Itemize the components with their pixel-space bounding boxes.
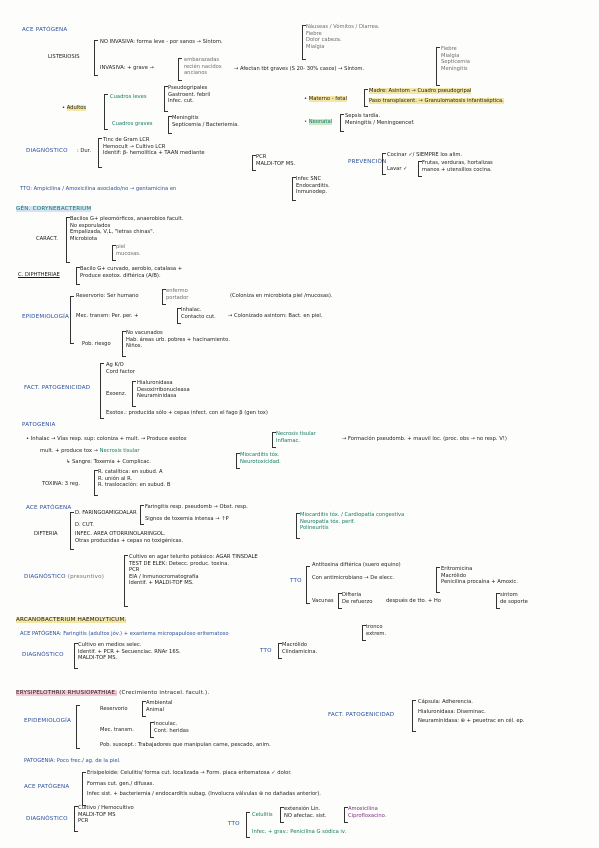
heading-arcanobacterium: ARCANOBACTERIUM HAEMOLYTICUM.: [16, 617, 127, 623]
heading-tto-erysi: TTO: [228, 821, 240, 827]
brace: [100, 363, 104, 419]
list-diagnostico-listeria: Tinc de Gram LCR Hemocult → Cultivo LCR Identif: β- hemolítica + TAAN mediante: [103, 137, 205, 156]
text-tto-listeria: TTO: Ampicilina / Amoxicilina asociado/no → gentamicina en: [20, 186, 177, 192]
text-prev-cocinar: Cocinar ✓/ SIEMPRE los alim.: [387, 152, 463, 158]
brace: [140, 505, 144, 525]
brace: [246, 812, 250, 838]
list-fact-patogenicidad-erysi: Cápsula: Adherencia. Hialuronidasa: Diseminac. Neuraminidasa: ⊕ + peuetrac en cél. ep.: [418, 699, 525, 724]
heading-diagnostico-listeria: DIAGNÓSTICO: [26, 148, 68, 154]
list-pob-riesgo: No vacunados Hab. áreas urb. pobres + hacinamiento. Niños.: [126, 330, 230, 349]
list-difteria-faringoamigdalar: Faringitis resp. pseudomb → Obst. resp. Signos de toxemia intensa → ↑P: [145, 504, 248, 522]
text-d-cut: D. CUT.: [75, 522, 94, 528]
list-diagnostico-arcano: Cultivo en medios selec. Identif. + PCR + Secuenciac. RNAr 16S. MALDI-TOF MS.: [78, 642, 181, 661]
text-patogenia-line1: • Inhalac → Vías resp. sup: coloniza + mult. → Produce exotox: [26, 436, 187, 442]
text-invasiva: INVASIVA: + grave →: [100, 65, 154, 71]
text-afectan: → Afectan tbt graves (S 20- 30% casos) → Síntom.: [234, 66, 365, 72]
heading-epidemiologia-erysi: EPIDEMIOLOGÍA: [24, 718, 72, 724]
text-patogenia-line2: mult. + produce tox → Necrosis tisular: [40, 448, 140, 454]
text-infec-grave: Infec. + grav.: Penicilina G sódica iv.: [252, 829, 347, 835]
heading-corynebacterium: GÉN. CORYNEBACTERIUM: [16, 206, 92, 212]
list-c-diphtheriae: Bacilo G+ curvado, aerobio, catalasa + Produce exotox. diftérica (A/B).: [80, 266, 183, 279]
brace: [76, 705, 80, 749]
list-patogenia-necrosis: Necrosis tisular Inflamac.: [276, 431, 316, 444]
list-sintomas-graves: Fiebre Mialgia Septicemia Meningitis: [441, 46, 470, 72]
text-dx-dur: : Dur.: [77, 148, 91, 154]
heading-epidemiologia-coryne: EPIDEMIOLOGÍA: [22, 314, 70, 320]
text-mec-transm: Mec. transm: Per. per. +: [76, 313, 139, 319]
text-pseudomembrana: → Formación pseudomb. + mauvil loc. (proc. obs → no resp. V!): [342, 436, 507, 442]
list-celulitis-atb: Amoxicilina Ciprofloxacino.: [348, 806, 387, 819]
text-no-invasiva: NO INVASIVA: forma leve - por sanos → Síntom.: [100, 39, 223, 45]
label-exoenz: Exoenz.: [106, 391, 127, 397]
brace: [70, 296, 74, 344]
brace: [124, 555, 128, 607]
label-cuadros-graves: Cuadros graves: [112, 121, 153, 127]
list-tto-arcano: Macrólido Clindamicina.: [282, 642, 318, 655]
list-diagnostico-erysi: Cultivo / Hemocultivo MALDI-TOF MS PCR: [78, 805, 134, 824]
heading-diagnostico-arcano: DIAGNÓSTICO: [22, 652, 64, 658]
list-difteria-otras: INFEC. AREA OTORRINOLARINGOL. Otras producidas + cepas no toxigénicas.: [75, 531, 184, 544]
brace: [98, 138, 102, 168]
brace: [382, 153, 386, 175]
list-mec-transm: Inhalac. Contacto cut.: [181, 307, 216, 320]
list-cuadros-graves: Meningitis Septicemia / Bacteriemia.: [172, 115, 239, 128]
text-vacunas-note: después de tto. + Ho: [386, 598, 441, 604]
text-reservorio-erysi: Reservorio: [100, 706, 128, 712]
label-difteria: DIFTERIA: [34, 531, 58, 537]
list-ace-erysi: Erisipeloide: Celulitis/ forma cut. localizada → Form. placa eritematosa ✓ dolor. Formas cut. gen./ difusas. Infec sist. + bacteriemia / endocarditis subag. (Involucra válvulas ⊕ no dañadas anterior).: [87, 770, 321, 797]
list-tto-antibioticos: Eritromicina Macrólido Penicilina procaína + Amoxic.: [441, 566, 518, 585]
text-antitoxina: Antitoxina diftérica (suero equino): [312, 562, 401, 568]
brace: [94, 40, 98, 76]
list-mec-transm-erysi: Inoculac. Cont. heridas: [154, 721, 189, 734]
label-cuadros-leves: Cuadros leves: [110, 94, 147, 100]
list-prev-lavar: Frutas, verduras, hortalizas manos + utensilios cocina.: [422, 160, 493, 173]
list-celulitis: extensión Lin. NO afectac. sist.: [284, 806, 327, 819]
heading-ace-patogena-listeria: ACE PATÓGENA: [22, 27, 68, 33]
heading-tto-coryne: TTO: [290, 578, 302, 584]
brace: [104, 94, 108, 130]
list-microbiota: piel mucosas.: [116, 244, 141, 257]
brace: [306, 566, 310, 604]
text-colonizado: → Colonizado asintom: Bact. en piel.: [228, 313, 323, 319]
label-neonatal: • Neonatal: [304, 119, 333, 125]
heading-tto-arcano: TTO: [260, 648, 272, 654]
list-sintomas-leves: Náuseas / Vómitos / Diarrea. Fiebre Dolor cabeza. Mialgia: [306, 24, 380, 50]
brace: [70, 512, 74, 550]
label-materno-fetal: • Materno - fetal: [304, 96, 347, 102]
heading-diagnostico-erysi: DIAGNÓSTICO: [26, 816, 68, 822]
list-diagnostico-coryne: Cultivo en agar telurito potásico: AGAR TINSDALE TEST DE ELEK: Detecc. produc. toxina. PCR EIA / Inmunocromatografía Identif. + MALDI-TOF MS.: [129, 554, 258, 586]
heading-fact-patogenicidad-erysi: FACT. PATOGENICIDAD: [328, 712, 395, 718]
list-tto-listeria: Infec SNC Endocarditis. Inmunodep.: [296, 176, 330, 195]
text-mec-transm-erysi: Mec. transm.: [100, 727, 134, 733]
brace: [364, 89, 368, 107]
label-celulitis: Celulitis: [252, 812, 273, 818]
heading-patogenia-coryne: PATOGENIA: [22, 422, 56, 428]
text-exotox: Exotox.: producida sólo + cepas infect. con el fago β (gen tox): [106, 410, 268, 416]
list-difteria-complicaciones: Miocarditis tóx. / Cardiopatía congestiva Neuropatía tóx. perif. Polineuritis: [300, 512, 405, 531]
label-toxina: TOXINA: 3 reg.: [42, 481, 80, 487]
heading-ace-patogena-erysi: ACE PATÓGENA: [24, 784, 70, 790]
text-d-faringoamigdalar: D. FARINGOAMIGDALAR: [75, 510, 137, 516]
text-reservorio: Reservorio: Ser humano: [76, 293, 139, 299]
list-sintom-soporte: sintom de soporte: [500, 592, 528, 605]
text-antimicrobiano: Con antimicrobiano → De elecc.: [312, 575, 395, 581]
heading-prevencion: PREVENCIÓN: [348, 159, 387, 165]
heading-erysipelothrix: ERYSIPELOTHRIX RHUSIOPATHIAE. (Crecimiento intracel. facult.).: [16, 690, 210, 696]
brace: [82, 772, 86, 806]
text-patogenia-erysi: PATOGENIA: Poco frec./ ag. de la piel.: [24, 758, 121, 764]
brace: [412, 700, 416, 732]
list-complicaciones: Miocarditis tóx. Neurotoxicidad.: [240, 452, 281, 465]
text-paso-transplacentario: Paso transplacent. → Granulomatosis infantiséptica.: [369, 98, 504, 104]
text-ace-arcanobacterium: ACE PATÓGENA: Faringitis (adultos jóv.) + exantema micropapuloso eritematoso: [20, 631, 229, 637]
brace: [340, 114, 344, 132]
label-adultos: • Adultos: [62, 105, 87, 111]
text-pob-riesgo: Pob. riesgo: [82, 341, 111, 347]
heading-ace-patogena-coryne: ACE PATÓGENA: [26, 505, 72, 511]
list-exoenz: Hialuronidasa Desoxirribonucleasa Neuraminidasa: [137, 380, 190, 399]
text-vacunas: Vacunas: [312, 598, 334, 604]
label-caract: CARACT.: [36, 236, 58, 242]
label-listeriosis: LISTERIOSIS: [48, 54, 80, 60]
brace: [436, 567, 440, 593]
text-patogenia-line3: ↳ Sangre: Toxemia + Complicac.: [66, 459, 151, 465]
list-reservorio: enfermo portador: [166, 288, 189, 301]
brace: [436, 47, 440, 86]
brace: [132, 381, 136, 407]
brace: [178, 58, 182, 81]
heading-fact-patogenicidad-coryne: FACT. PATOGENICIDAD: [24, 385, 91, 391]
list-neonatal: Sepsis tardía. Meningitis / Meningoencef.: [345, 113, 415, 126]
text-prev-lavar: Lavar ✓: [387, 166, 408, 172]
text-pob-suscept: Pob. suscept.: Trabajadores que manipulan carne, pescado, anim.: [100, 742, 271, 748]
list-reservorio-erysi: Ambiental Animal: [146, 700, 173, 713]
list-cuadros-leves: Pseudogripales Gastroent. febril Infec. cut.: [168, 85, 211, 104]
heading-diagnostico-coryne: DIAGNÓSTICO (presuntivo): [24, 574, 105, 580]
list-caract: Bacilos G+ pleomórficos, anaerobios facult. No esporulados Empalizada, V,L, "letras chinas". Microbiota: [70, 216, 184, 242]
list-toxina: R. catalítica: en subud. A R. unión al R. R. traslocación: en subud. B: [98, 469, 171, 488]
list-fact-patogenicidad: Ag K/O Cord factor: [106, 362, 135, 375]
list-ace-note: tronco extrem.: [366, 624, 387, 637]
label-c-diphtheriae: C. DIPHTHERIAE: [18, 272, 60, 278]
list-dx-methods: PCR MALDI-TOF MS.: [256, 154, 296, 167]
text-madre: Madre: Asintom → Cuadro pseudogripal: [369, 88, 472, 94]
list-invasiva-grupos: embarazadas recién nacidos ancianos: [184, 57, 222, 76]
text-reservorio-note: (Coloniza en microbiota piel /mucosas).: [230, 293, 333, 299]
list-vacunas: Difteria De refuerzo: [342, 592, 373, 605]
